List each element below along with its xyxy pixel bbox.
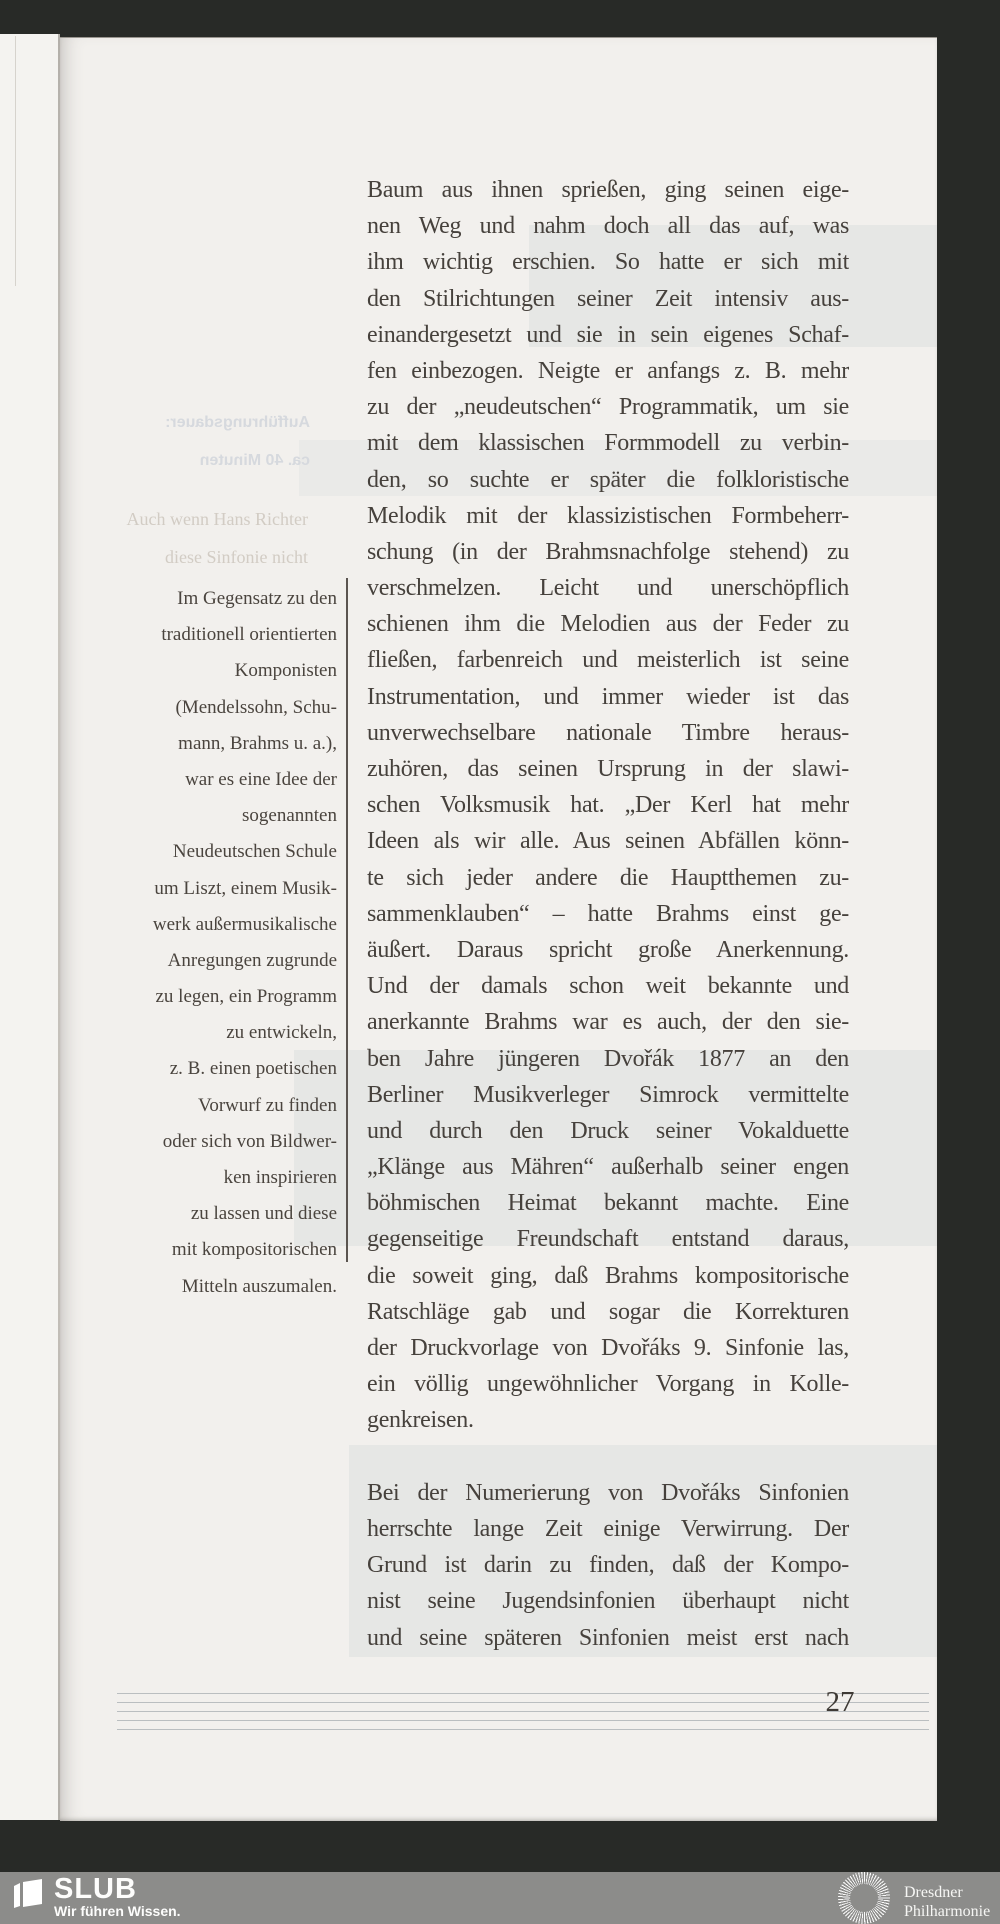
- side-line: Im Gegensatz zu den: [177, 588, 337, 609]
- side-line: traditionell orientierten: [161, 624, 337, 646]
- main-line: sammenklauben“ – hatte Brahms einst ge-: [367, 900, 849, 927]
- bleedthrough-text: [112, 500, 308, 576]
- main-line: fließen, farbenreich und meisterlich ist seine: [367, 647, 849, 674]
- scanned-book-page: [60, 37, 937, 1821]
- main-line: Baum aus ihnen sprießen, ging seinen eige-: [367, 177, 849, 203]
- main-line: zuhören, das seinen Ursprung in der slawi-: [367, 756, 849, 782]
- main-line: [367, 1439, 849, 1475]
- main-line: nen Weg und nahm doch all das auf, was: [367, 213, 849, 240]
- main-line: Grund ist darin zu finden, daß der Kompo-: [367, 1552, 849, 1579]
- side-line: oder sich von Bildwer-: [162, 1130, 337, 1152]
- main-line: Ratschläge gab und sogar die Korrekturen: [367, 1298, 849, 1325]
- staff-line: [117, 1720, 929, 1721]
- main-line: ben Jahre jüngeren Dvořák 1877 an den: [367, 1045, 849, 1072]
- main-line: böhmischen Heimat bekannt machte. Eine: [367, 1190, 849, 1217]
- main-line: den Stilrichtungen seiner Zeit intensiv aus-: [367, 285, 849, 312]
- slub-logo[interactable]: [12, 1874, 181, 1919]
- side-line: (Mendelssohn, Schu-: [175, 696, 337, 718]
- main-line: äußert. Daraus spricht große Anerkennung.: [367, 936, 849, 963]
- main-line: einandergesetzt und sie in sein eigenes Schaf-: [367, 321, 849, 348]
- main-line: gegenseitige Freundschaft entstand daraus,: [367, 1226, 849, 1253]
- main-line: herrschte lange Zeit einige Verwirrung. Der: [367, 1515, 849, 1542]
- bleedthrough-text-mirrored: [160, 404, 310, 480]
- main-line: genkreisen.: [367, 1407, 474, 1434]
- main-line: fen einbezogen. Neigte er anfangs z. B. mehr: [367, 357, 849, 384]
- sunburst-icon: [838, 1872, 890, 1924]
- main-line: te sich jeder andere die Hauptthemen zu-: [367, 864, 849, 891]
- main-line: ihm wichtig erschien. So hatte er sich mit: [367, 249, 849, 276]
- staff-line: [117, 1729, 929, 1730]
- side-line: Anregungen zugrunde: [167, 949, 337, 971]
- main-line: schienen ihm die Melodien aus der Feder zu: [367, 611, 849, 638]
- main-line: die soweit ging, daß Brahms kompositorische: [367, 1262, 849, 1289]
- main-line: der Druckvorlage von Dvořáks 9. Sinfonie las,: [367, 1335, 849, 1361]
- main-line: ein völlig ungewöhnlicher Vorgang in Kolle-: [367, 1371, 849, 1398]
- main-line: Ideen als wir alle. Aus seinen Abfällen könn-: [367, 828, 849, 855]
- side-line: z. B. einen poetischen: [169, 1058, 337, 1080]
- book-page-edges: [0, 34, 60, 1820]
- side-line: mann, Brahms u. a.),: [178, 732, 337, 754]
- page-number: 27: [825, 1686, 855, 1718]
- main-line: Melodik mit der klassizistischen Formbeherr-: [367, 502, 849, 529]
- ghost-line: diese Sinfonie nicht: [165, 547, 308, 567]
- side-line: Komponisten: [234, 660, 337, 682]
- side-line: zu entwickeln,: [226, 1022, 337, 1044]
- main-line: und durch den Druck seiner Vokalduette: [367, 1117, 849, 1144]
- body-text: [367, 172, 849, 1656]
- main-line: schen Volksmusik hat. „Der Kerl hat mehr: [367, 792, 849, 819]
- side-line: Vorwurf zu finden: [198, 1094, 337, 1116]
- main-line: Instrumentation, und immer wieder ist das: [367, 683, 849, 710]
- ghost-line: Aufführungsdauer:: [165, 414, 310, 431]
- slub-wordmark: [54, 1874, 181, 1919]
- side-line: war es eine Idee der: [185, 768, 337, 790]
- main-line: unverwechselbare nationale Timbre heraus-: [367, 719, 849, 746]
- main-line: schung (in der Brahmsnachfolge stehend) zu: [367, 538, 849, 565]
- side-line: Neudeutschen Schule: [172, 841, 337, 863]
- main-line: und seine späteren Sinfonien meist erst nach: [367, 1624, 849, 1651]
- side-line: werk außermusikalische: [152, 913, 337, 935]
- slub-name: SLUB: [54, 1873, 137, 1905]
- sunburst-hole: [853, 1887, 875, 1909]
- orchestra-name-line2: Philharmonie: [904, 1903, 991, 1920]
- main-line: mit dem klassischen Formmodell zu verbin-: [367, 430, 849, 457]
- side-line: um Liszt, einem Musik-: [154, 877, 337, 899]
- orchestra-name-line1: Dresdner: [904, 1884, 963, 1901]
- ghost-line: Auch wenn Hans Richter: [126, 509, 308, 529]
- page-edge-line: [15, 36, 16, 286]
- margin-note: [100, 581, 337, 1305]
- main-line: Bei der Numerierung von Dvořáks Sinfonien: [367, 1479, 849, 1506]
- side-line: zu lassen und diese: [190, 1203, 337, 1225]
- main-line: „Klänge aus Mähren“ außerhalb seiner engen: [367, 1154, 849, 1181]
- side-line: sogenannten: [242, 805, 337, 827]
- main-line: Und der damals schon weit bekannte und: [367, 973, 849, 1000]
- dresdner-philharmonie-logo[interactable]: [838, 1872, 990, 1924]
- side-line: zu legen, ein Programm: [155, 986, 337, 1008]
- main-line: anerkannte Brahms war es auch, der den sie-: [367, 1009, 849, 1036]
- main-line: verschmelzen. Leicht und unerschöpflich: [367, 575, 849, 602]
- side-line: mit kompositorischen: [171, 1239, 337, 1261]
- main-line: Berliner Musikverleger Simrock vermittelte: [367, 1081, 849, 1108]
- orchestra-wordmark: [904, 1883, 990, 1924]
- side-line: ken inspirieren: [223, 1167, 337, 1188]
- main-line: den, so suchte er später die folkloristische: [367, 466, 849, 493]
- book-icon: [12, 1877, 46, 1911]
- main-line: nist seine Jugendsinfonien überhaupt nicht: [367, 1588, 849, 1615]
- viewer-footer: [0, 1872, 1000, 1924]
- column-divider-rule: [346, 578, 348, 1262]
- main-line: zu der „neudeutschen“ Programmatik, um sie: [367, 394, 849, 421]
- slub-tagline: Wir führen Wissen.: [54, 1903, 181, 1919]
- ghost-line: ca. 40 Minuten: [199, 452, 310, 469]
- side-line: Mitteln auszumalen.: [181, 1275, 337, 1297]
